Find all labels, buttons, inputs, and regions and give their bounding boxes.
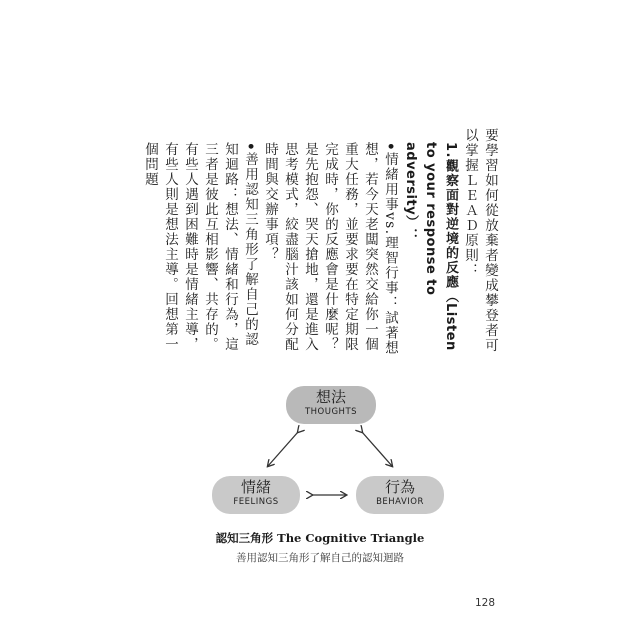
arrow-thoughts-feelings: [268, 432, 298, 466]
vertical-body-text: [142, 128, 500, 360]
heading-english: （Listen to your response to adversity）：: [403, 142, 458, 351]
bullet-item-cognitive-triangle: [140, 128, 260, 360]
behavior-label-zh: 行為: [384, 478, 415, 496]
behavior-label-en: BEHAVIOR: [376, 497, 424, 507]
cognitive-triangle-diagram: [200, 380, 460, 530]
feelings-label-en: FEELINGS: [233, 497, 279, 507]
figure-caption-subtitle: 善用認知三角形了解自己的認知迴路: [236, 552, 404, 564]
feelings-label-zh: 情緒: [240, 478, 271, 496]
heading-chinese: 觀察面對逆境的反應: [443, 158, 458, 290]
intro-paragraph: [460, 128, 500, 360]
feelings-node: [212, 476, 300, 514]
behavior-node: [356, 476, 444, 514]
bullet-icon: •: [242, 142, 258, 153]
bullet-icon: •: [382, 142, 398, 153]
thoughts-label-en: THOUGHTS: [304, 407, 358, 417]
figure-caption-title: 認知三角形 The Cognitive Triangle: [215, 531, 425, 545]
thoughts-node: [286, 386, 376, 424]
thoughts-label-zh: 想法: [315, 388, 346, 406]
bullet-text: 情緒用事vs.理智行事：試著想想，若今天老闆突然交給你一個重大任務，並要求要在特定期限完成時，你的反應會是什麼呢？是先抱怨、哭天搶地，還是進入思考模式，絞盡腦汁該如何分配時間與交辦事項？: [262, 142, 398, 356]
bullet-text: 善用認知三角形了解自己的認知迴路：想法、情緒和行為，這三者是彼此互相影響、共存的。有些人遇到困難時是情緒主導，有些人則是想法主導。回想第一個問題: [142, 142, 258, 352]
intro-line-2: 握ＬＥＡＤ原則：: [462, 158, 478, 278]
arrow-thoughts-behavior: [362, 432, 392, 466]
page-number: 128: [475, 597, 496, 609]
heading-number: 1.: [443, 142, 458, 159]
bullet-item-emotion-vs-reason: [260, 128, 400, 360]
section-heading: [400, 128, 460, 360]
intro-line-1: 要學習如何從放棄者變成攀登者可以掌: [462, 128, 498, 353]
